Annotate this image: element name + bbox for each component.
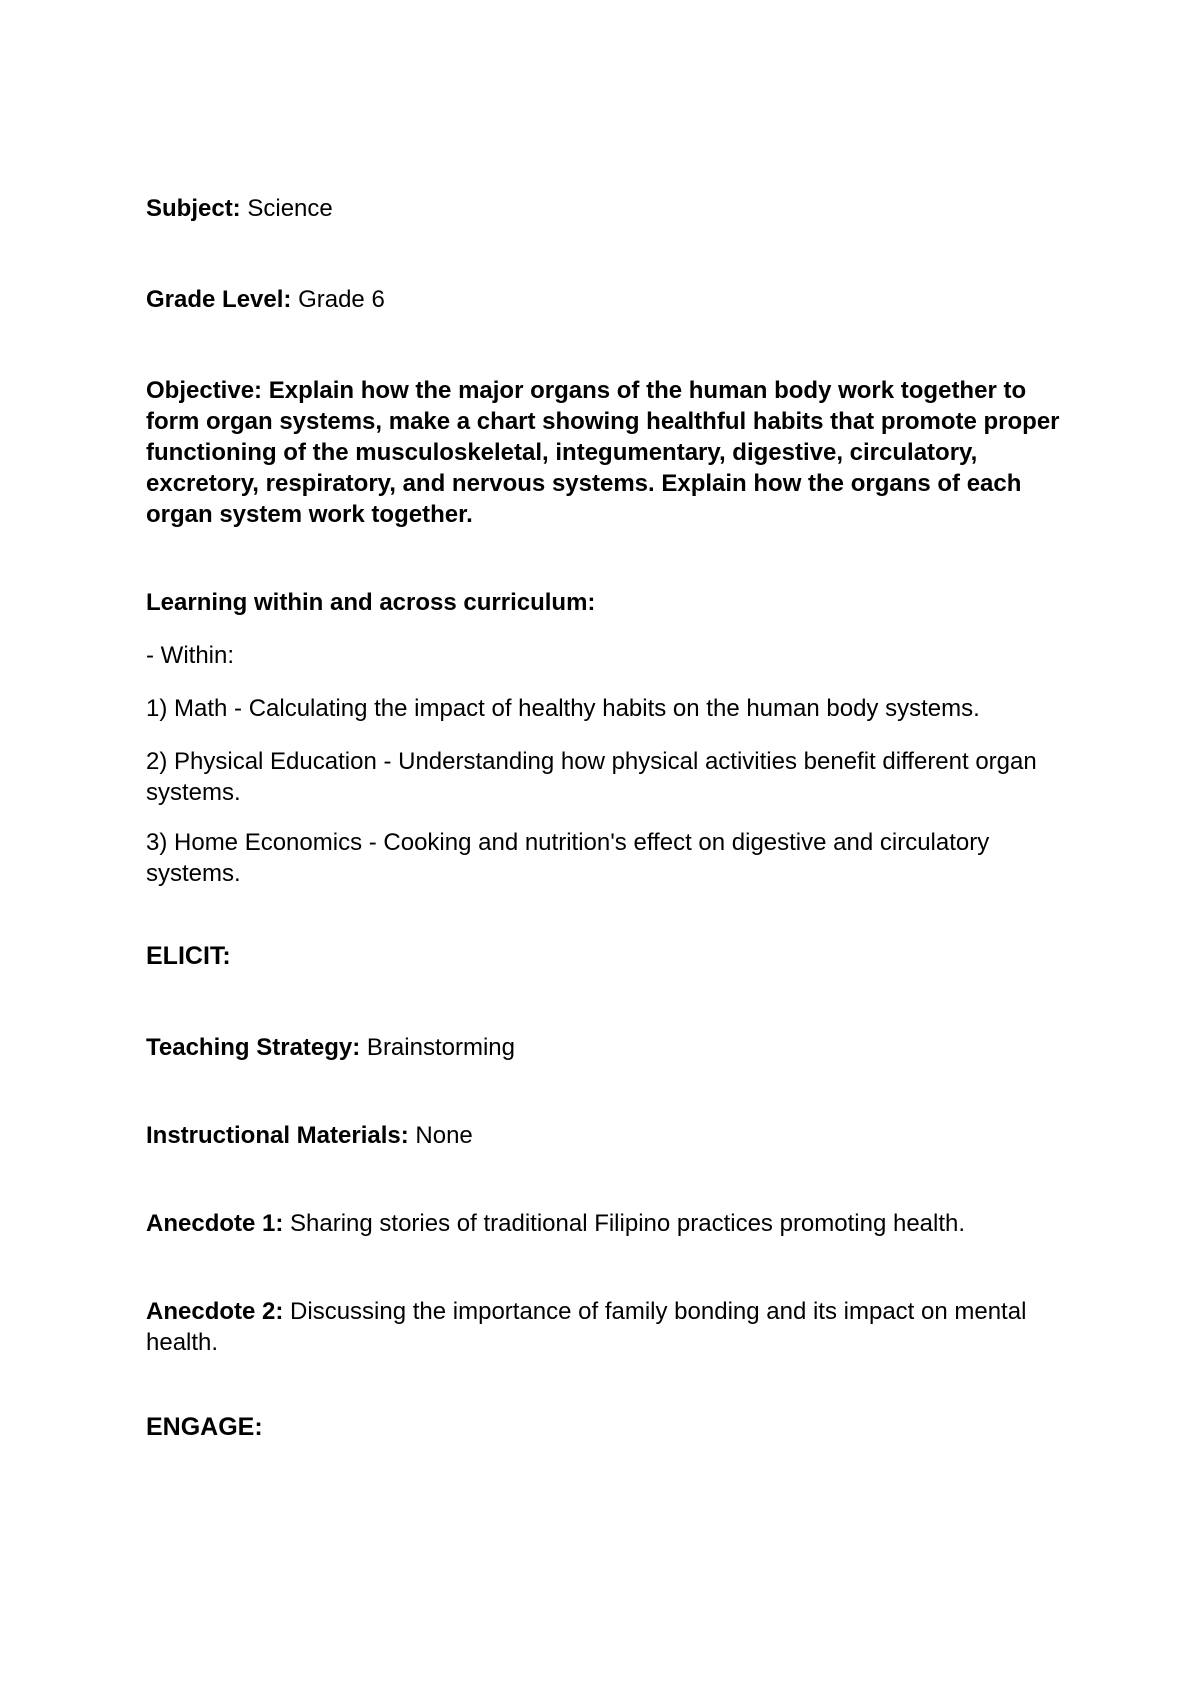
teaching-strategy-label: Teaching Strategy: [146, 1034, 361, 1061]
grade-level-line [146, 284, 1066, 315]
teaching-strategy-line [146, 1032, 1066, 1063]
instructional-materials-label: Instructional Materials: [146, 1122, 409, 1149]
instructional-materials-line [146, 1120, 1066, 1151]
instructional-materials-value: None [408, 1122, 473, 1149]
learning-item-physical-education: 2) Physical Education - Understanding how physical activities benefit different organ systems. [146, 748, 1037, 806]
learning-within: - Within: [146, 642, 235, 669]
objective-value: Explain how the major organs of the human body work together to form organ systems, make a chart showing healthful habits that promote proper functioning of the musculoskeletal, integumentary, digestive, circulatory, excretory, respiratory, and nervous systems. Explain how the organs of each organ system work together. [146, 377, 1060, 528]
teaching-strategy-value: Brainstorming [360, 1034, 515, 1061]
elicit-heading: ELICIT: [146, 942, 231, 970]
subject-label: Subject: [146, 195, 241, 222]
subject-value: Science [240, 195, 333, 222]
engage-heading: ENGAGE: [146, 1413, 263, 1441]
anecdote-1-label: Anecdote 1: [146, 1210, 284, 1237]
learning-item-home-economics: 3) Home Economics - Cooking and nutrition's effect on digestive and circulatory systems. [146, 829, 990, 887]
objective-label: Objective: [146, 377, 263, 404]
learning-item-math: 1) Math - Calculating the impact of healthy habits on the human body systems. [146, 695, 980, 722]
anecdote-1-value: Sharing stories of traditional Filipino practices promoting health. [283, 1210, 966, 1237]
anecdote-2-label: Anecdote 2: [146, 1298, 284, 1325]
anecdote-2-line [146, 1296, 1066, 1358]
grade-level-label: Grade Level: [146, 286, 292, 313]
subject-line [146, 193, 1066, 224]
learning-heading: Learning within and across curriculum: [146, 589, 596, 616]
document-page [146, 0, 1066, 1696]
objective-paragraph [146, 375, 1066, 530]
grade-level-value: Grade 6 [291, 286, 385, 313]
anecdote-2-value: Discussing the importance of family bonding and its impact on mental health. [146, 1298, 1027, 1356]
anecdote-1-line [146, 1208, 1066, 1239]
